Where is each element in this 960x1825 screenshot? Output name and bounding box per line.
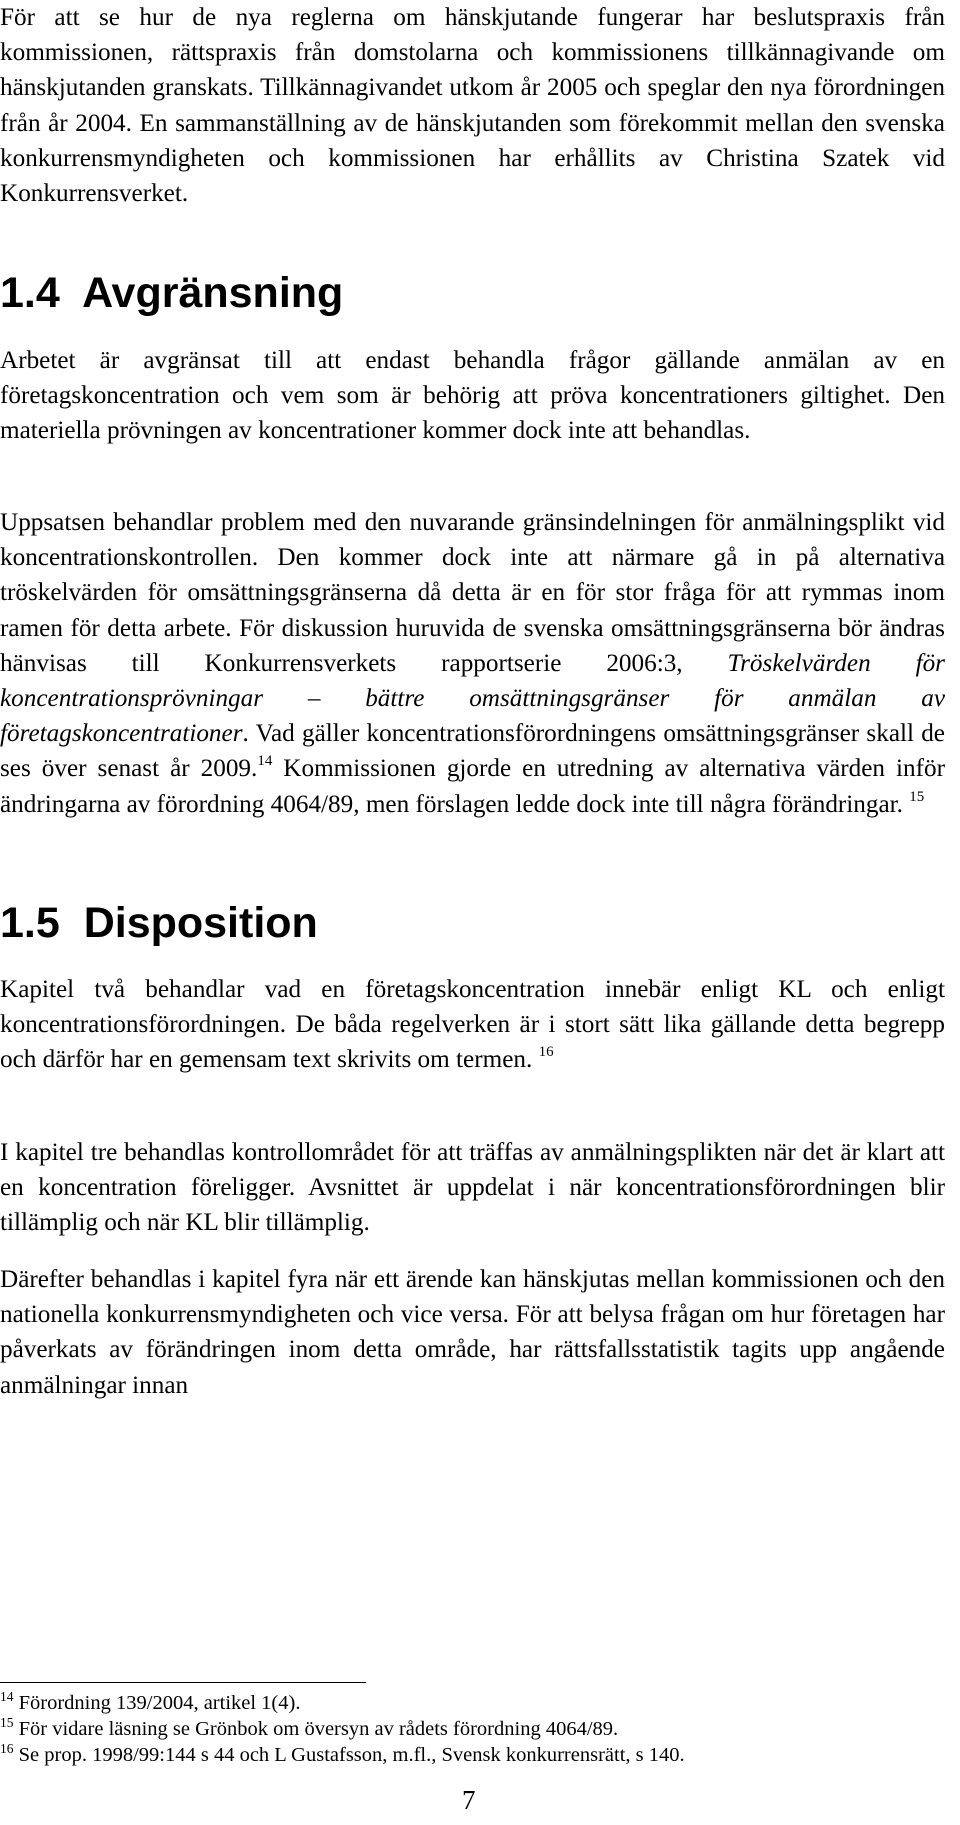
paragraph-text: Uppsatsen behandlar problem med den nuvarande gränsindelningen för anmälningsplikt vid koncentrationskontrollen. Den kommer dock inte att närmare gå in på alternativa tröskelvärden för omsättningsgränserna då detta är en för stor fråga för att rymmas inom ramen för detta arbete. För diskussion huruvida de svenska omsättningsgränserna bör ändras hänvisas till Konkurrensverkets rapportserie 2006:3, xyxy=(0,509,945,677)
avgransning-paragraph-1: Arbetet är avgränsat till att endast behandla frågor gällande anmälan av en företagskoncentration och vem som är behörig att pröva koncentrationers giltighet. Den materiella prövningen av koncentrationer kommer dock inte att behandlas. xyxy=(0,347,945,445)
footnote-reference[interactable]: 14 xyxy=(257,753,273,770)
page-number: 7 xyxy=(462,1785,476,1815)
paragraph-text: . Vad gäller koncentrationsförordningens omsättningsgränser skall de ses över senast år 2009. xyxy=(0,720,945,783)
footnote-number: 15 xyxy=(0,1715,14,1730)
disposition-paragraph-3: Därefter behandlas i kapitel fyra när ett ärende kan hänskjutas mellan kommissionen och den nationella konkurrensmyndigheten och vice versa. För att belysa frågan om hur företagen har påverkats av förändringen inom detta område, har rättsfallsstatistik tagits upp angående anmälningar innan xyxy=(0,1266,945,1399)
paragraph-text: Kapitel två behandlar vad en företagskoncentration innebär enligt KL och enligt koncentrationsförordningen. De båda regelverken är i stort sätt lika gällande detta begrepp och därför har en gemensam text skrivits om termen. xyxy=(0,976,945,1074)
footnote-15 xyxy=(0,1716,618,1743)
footnote-number: 14 xyxy=(0,1689,14,1704)
disposition-paragraph-2: I kapitel tre behandlas kontrollområdet för att träffas av anmälningsplikten när det är klart att en koncentration föreligger. Avsnittet är uppdelat i när koncentrationsförordningen blir tillämplig och när KL blir tillämplig. xyxy=(0,1139,945,1237)
disposition-paragraph-1 xyxy=(0,972,945,1078)
report-title: Tröskelvärden för koncentrationsprövningar – bättre omsättningsgränser för anmälan av företagskoncentrationer xyxy=(0,649,945,748)
footnote-text: För vidare läsning se Grönbok om översyn av rådets förordning 4064/89. xyxy=(18,1718,619,1740)
section-heading-1-5 xyxy=(0,898,318,948)
section-title: Disposition xyxy=(83,899,318,947)
footnote-text: Se prop. 1998/99:144 s 44 och L Gustafsson, m.fl., Svensk konkurrensrätt, s 140. xyxy=(18,1744,685,1766)
section-heading-1-4 xyxy=(0,268,343,318)
footnote-14 xyxy=(0,1690,300,1717)
footnote-separator xyxy=(0,1682,366,1683)
footnote-text: Förordning 139/2004, artikel 1(4). xyxy=(18,1692,301,1714)
footnote-16 xyxy=(0,1742,685,1769)
avgransning-paragraph-2 xyxy=(0,505,945,822)
intro-paragraph: För att se hur de nya reglerna om hänskjutande fungerar har beslutspraxis från kommissionen, rättspraxis från domstolarna och kommissionens tillkännagivande om hänskjutanden granskats. Tillkännagivandet utkom år 2005 och speglar den nya förordningen från år 2004. En sammanställning av de hänskjutanden som förekommit mellan den svenska konkurrensmyndigheten och kommissionen har erhållits av Christina Szatek vid Konkurrensverket. xyxy=(0,4,945,208)
section-title: Avgränsning xyxy=(82,269,344,317)
section-number: 1.5 xyxy=(0,899,60,947)
section-number: 1.4 xyxy=(0,269,60,317)
footnote-reference[interactable]: 15 xyxy=(909,788,925,805)
footnote-number: 16 xyxy=(0,1741,14,1756)
footnote-reference[interactable]: 16 xyxy=(538,1044,554,1061)
paragraph-text: Kommissionen gjorde en utredning av alternativa värden inför ändringarna av förordning 4064/89, men förslagen ledde dock inte till några förändringar. xyxy=(0,755,945,818)
